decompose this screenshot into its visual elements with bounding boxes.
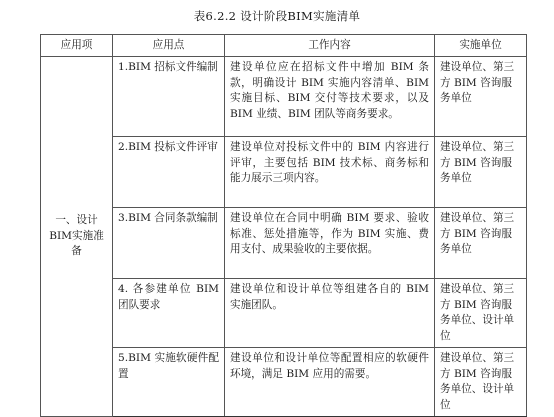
work-content-cell: 建设单位应在招标文件中增加 BIM 条款，明确设计 BIM 实施内容清单、BIM 实施目标、BIM 交付等技术要求，以及 BIM 业绩、BIM 团队等商务要求。 [225,57,435,137]
work-content-cell: 建设单位在合同中明确 BIM 要求、验收标准、惩处措施等，作为 BIM 实施、费用支付、成果验收的主要依据。 [225,208,435,279]
application-point-cell: 3.BIM 合同条款编制 [113,208,225,279]
table-caption: 表6.2.2 设计阶段BIM实施清单 [193,9,361,23]
application-item-cell: 一、设计BIM实施准备 [41,57,113,417]
application-point-cell: 2.BIM 投标文件评审 [113,137,225,208]
work-content-cell: 建设单位和设计单位等组建各自的 BIM 实施团队。 [225,279,435,348]
application-point-cell: 5.BIM 实施软硬件配置 [113,348,225,417]
implementing-unit-cell: 建设单位、第三方 BIM 咨询服务单位 [435,57,527,137]
header-implementing-unit: 实施单位 [435,35,527,57]
table-row [41,57,527,137]
header-application-point: 应用点 [113,35,225,57]
implementing-unit-cell: 建设单位、第三方 BIM 咨询服务单位 [435,137,527,208]
implementing-unit-cell: 建设单位、第三方 BIM 咨询服务单位、设计单位 [435,279,527,348]
header-application-item: 应用项 [41,35,113,57]
table-header-row [41,35,527,57]
work-content-cell: 建设单位和设计单位等配置相应的软硬件环境，满足 BIM 应用的需要。 [225,348,435,417]
implementing-unit-cell: 建设单位、第三方 BIM 咨询服务单位、设计单位 [435,348,527,417]
header-work-content: 工作内容 [225,35,435,57]
bim-implementation-table [40,34,527,417]
work-content-cell: 建设单位对投标文件中的 BIM 内容进行评审，主要包括 BIM 技术标、商务标和能力展示三项内容。 [225,137,435,208]
implementing-unit-cell: 建设单位、第三方 BIM 咨询服务单位 [435,208,527,279]
table-row [41,137,527,208]
table-row [41,279,527,348]
application-point-cell: 4. 各参建单位 BIM 团队要求 [113,279,225,348]
application-point-cell: 1.BIM 招标文件编制 [113,57,225,137]
table-row [41,208,527,279]
table-row [41,348,527,417]
